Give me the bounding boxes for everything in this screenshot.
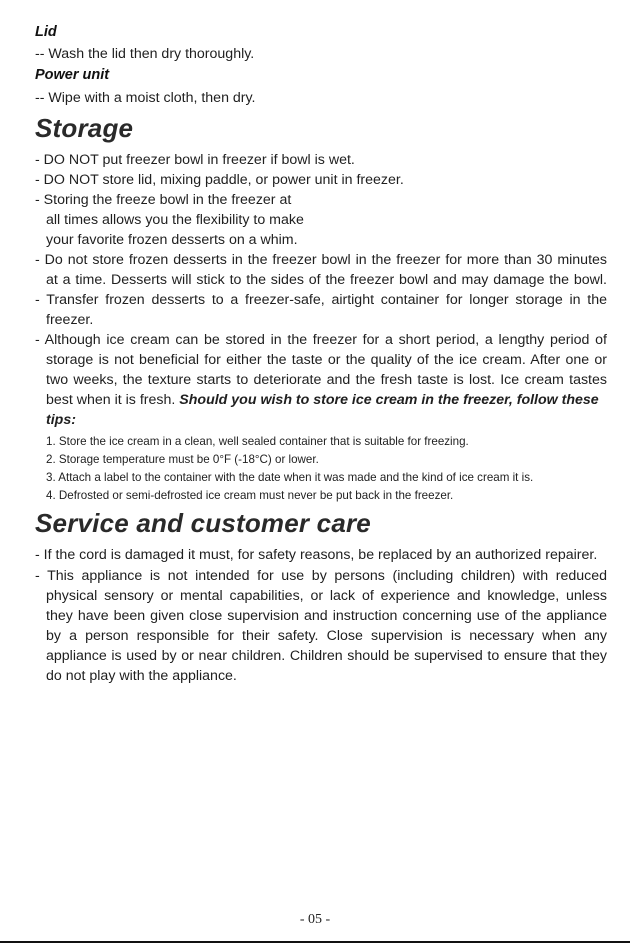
power-unit-text: -- Wipe with a moist cloth, then dry. <box>35 90 256 106</box>
storage-line-with-emphasis <box>46 390 607 410</box>
tips-label: tips: <box>46 412 76 428</box>
storage-line: - DO NOT put freezer bowl in freezer if bowl is wet. <box>35 152 355 168</box>
tip-item: 3. Attach a label to the container with the date when it was made and the kind of ice cream it is. <box>46 471 534 484</box>
storage-line: - Do not store frozen desserts in the freezer bowl in the freezer for more than 30 minutes <box>35 252 607 268</box>
tip-item: 2. Storage temperature must be 0°F (-18°C) or lower. <box>46 453 319 466</box>
service-line: by a person responsible for their safety. Close supervision is necessary when any <box>46 628 607 644</box>
service-line: do not play with the appliance. <box>46 668 237 684</box>
storage-emphasis-tips <box>46 410 76 430</box>
storage-line: freezer. <box>46 312 94 328</box>
storage-emphasis: Should you wish to store ice cream in the freezer, follow these <box>179 392 599 408</box>
storage-line: at a time. Desserts will stick to the sides of the freezer bowl and may damage the bowl. <box>46 272 607 288</box>
storage-line: storage is not beneficial for either the taste or the quality of the ice cream. After one or <box>46 352 607 368</box>
storage-line: - Storing the freeze bowl in the freezer at <box>35 192 292 208</box>
lid-text: -- Wash the lid then dry thoroughly. <box>35 46 255 62</box>
footer-rule <box>0 941 630 943</box>
lid-heading: Lid <box>35 24 57 40</box>
service-heading: Service and customer care <box>35 508 371 538</box>
storage-line: - Although ice cream can be stored in the freezer for a short period, a lengthy period of <box>35 332 607 348</box>
storage-line: two weeks, the texture starts to deteriorate and the fresh taste is lost. Ice cream tastes <box>46 372 607 388</box>
storage-line-text: best when it is fresh. <box>46 392 176 408</box>
service-line: they have been given close supervision and instruction concerning use of the appliance <box>46 608 607 624</box>
page-number: - 05 - <box>299 912 331 927</box>
service-line: - If the cord is damaged it must, for safety reasons, be replaced by an authorized repairer. <box>35 547 598 563</box>
tip-item: 1. Store the ice cream in a clean, well sealed container that is suitable for freezing. <box>46 435 469 448</box>
storage-line: - DO NOT store lid, mixing paddle, or power unit in freezer. <box>35 172 404 188</box>
power-unit-heading: Power unit <box>35 67 110 83</box>
storage-heading: Storage <box>35 113 134 143</box>
storage-line: all times allows you the flexibility to make <box>46 212 304 228</box>
service-line: physical sensory or mental capabilities, or lack of experience and knowledge, unless <box>46 588 607 604</box>
service-line: - This appliance is not intended for use by persons (including children) with reduced <box>35 568 607 584</box>
storage-line: your favorite frozen desserts on a whim. <box>46 232 298 248</box>
storage-line: - Transfer frozen desserts to a freezer-safe, airtight container for longer storage in the <box>35 292 607 308</box>
service-line: appliance is used by or near children. Children should be supervised to ensure that they <box>46 648 607 664</box>
tip-item: 4. Defrosted or semi-defrosted ice cream must never be put back in the freezer. <box>46 489 454 502</box>
